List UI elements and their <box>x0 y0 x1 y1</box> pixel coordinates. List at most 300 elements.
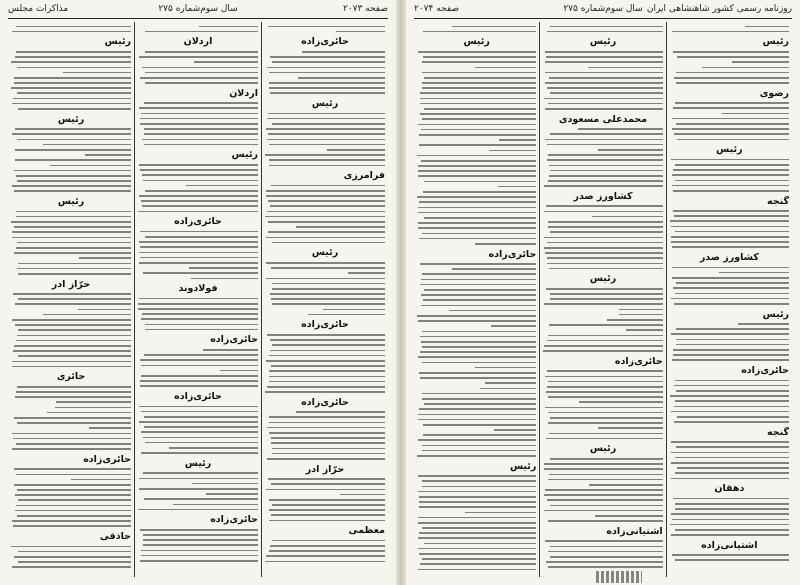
text-line <box>673 287 789 289</box>
text-line <box>15 159 131 161</box>
text-line <box>272 303 385 305</box>
text-line <box>421 160 536 162</box>
text-line <box>550 170 662 172</box>
text-line <box>140 169 258 171</box>
text-line <box>145 31 258 33</box>
text-line <box>674 77 789 79</box>
text-line <box>421 294 536 296</box>
speaker-heading: رئیس <box>231 149 258 161</box>
text-line <box>675 503 789 505</box>
text-line <box>139 241 258 243</box>
text-line <box>418 537 536 539</box>
text-line <box>475 67 536 69</box>
left-column-2 <box>134 22 261 577</box>
text-line <box>17 242 131 244</box>
text-line <box>272 61 385 63</box>
text-line <box>619 309 662 311</box>
text-line <box>12 231 131 233</box>
text-line <box>138 211 258 213</box>
text-line <box>269 87 385 89</box>
text-line <box>671 241 789 243</box>
speaker-heading: محمدعلی مسعودی <box>558 113 648 125</box>
text-line <box>268 478 385 480</box>
text-line <box>421 341 536 343</box>
text-line <box>144 426 258 428</box>
text-line <box>424 217 536 219</box>
text-line <box>145 324 258 326</box>
text-line <box>18 329 131 331</box>
text-line <box>16 51 131 53</box>
text-line <box>271 483 385 485</box>
text-line <box>545 72 662 74</box>
speaker-heading: گنجه <box>766 426 789 438</box>
right-page-number: صفحه ۲۰۷۴ <box>414 4 460 14</box>
text-line <box>16 340 131 342</box>
text-line <box>55 407 131 409</box>
text-line <box>17 180 131 182</box>
text-line <box>673 169 789 171</box>
text-line <box>675 529 789 531</box>
text-line <box>11 221 131 223</box>
text-line <box>548 479 662 481</box>
text-line <box>549 474 662 476</box>
text-line <box>671 441 789 443</box>
text-line <box>550 133 663 135</box>
text-line <box>18 298 131 300</box>
text-line <box>327 149 385 151</box>
text-line <box>11 61 131 63</box>
text-line <box>13 525 131 527</box>
text-line <box>598 427 663 429</box>
text-line <box>144 354 258 356</box>
text-line <box>719 272 789 274</box>
text-line <box>676 328 789 330</box>
text-line <box>676 123 789 125</box>
text-line <box>672 128 789 130</box>
text-line <box>270 205 385 207</box>
text-line <box>548 381 662 383</box>
text-line <box>143 539 258 541</box>
text-line <box>206 493 258 495</box>
text-line <box>671 411 789 413</box>
text-line <box>418 320 537 322</box>
text-line <box>545 489 663 491</box>
text-line <box>672 359 789 361</box>
text-line <box>417 315 536 317</box>
text-line <box>265 154 385 156</box>
text-line <box>546 288 663 290</box>
text-line <box>141 318 258 320</box>
text-line <box>138 509 258 511</box>
text-line <box>420 377 536 379</box>
text-line <box>418 165 537 167</box>
text-line <box>14 468 131 470</box>
text-line <box>452 268 537 270</box>
text-line <box>547 340 662 342</box>
text-line <box>17 422 131 424</box>
speaker-heading: رئیس <box>510 460 537 472</box>
text-line <box>18 108 131 110</box>
text-line <box>419 532 536 534</box>
text-line <box>15 149 131 151</box>
speaker-heading: حائری‌زاده <box>741 365 789 376</box>
text-line <box>595 515 663 517</box>
text-line <box>475 243 536 245</box>
text-line <box>145 51 258 53</box>
text-line <box>626 329 663 331</box>
text-line <box>547 31 662 33</box>
speaker-heading: آشتیانی‌زاده <box>701 539 758 551</box>
text-line <box>419 496 537 498</box>
text-line <box>545 376 663 378</box>
text-line <box>548 180 663 182</box>
text-line <box>269 509 385 511</box>
text-line <box>139 488 258 490</box>
text-line <box>674 421 789 423</box>
text-line <box>12 133 131 135</box>
text-line <box>270 56 385 58</box>
text-line <box>12 448 131 450</box>
text-line <box>548 520 663 522</box>
text-line <box>671 226 789 228</box>
text-line <box>673 107 789 109</box>
text-line <box>63 72 131 74</box>
text-line <box>419 501 537 503</box>
text-line <box>545 252 663 254</box>
speaker-heading: رئیس <box>104 36 131 48</box>
speaker-heading: حائری‌زاده <box>174 390 222 402</box>
speaker-heading: رئیس <box>589 443 617 455</box>
text-line <box>672 246 789 248</box>
text-line <box>422 87 536 89</box>
text-line <box>420 563 536 565</box>
text-line <box>142 67 258 69</box>
speaker-heading: رئیس <box>716 144 743 156</box>
text-line <box>271 514 385 516</box>
text-line <box>489 150 537 152</box>
text-line <box>12 361 131 363</box>
text-line <box>421 279 536 281</box>
text-line <box>673 349 789 351</box>
text-line <box>674 303 789 305</box>
text-line <box>266 278 385 280</box>
text-line <box>548 412 662 414</box>
left-page <box>0 0 396 585</box>
text-line <box>269 432 385 434</box>
speaker-heading: حائری‌زاده <box>210 514 258 526</box>
text-line <box>15 324 131 326</box>
speaker-heading: حائری‌زاده <box>174 216 222 228</box>
text-line <box>12 566 131 568</box>
text-line <box>671 478 789 480</box>
text-line <box>141 375 258 377</box>
text-line <box>674 133 789 135</box>
text-line <box>296 411 385 413</box>
text-line <box>420 263 537 265</box>
text-line <box>43 314 131 316</box>
speaker-heading: اردلان <box>229 87 258 99</box>
text-line <box>418 491 536 493</box>
left-page-columns <box>8 22 388 577</box>
text-line <box>139 107 258 109</box>
text-line <box>422 118 536 120</box>
text-line <box>47 412 131 414</box>
text-line <box>267 427 385 429</box>
text-line <box>143 180 258 182</box>
text-line <box>545 61 663 63</box>
text-line <box>50 165 131 167</box>
text-line <box>675 164 789 166</box>
text-line <box>550 298 662 300</box>
text-line <box>140 77 258 79</box>
text-line <box>677 467 789 469</box>
left-page-number: صفحه ۲۰۷۳ <box>342 4 388 14</box>
text-line <box>544 98 663 100</box>
binding-gutter <box>396 0 406 585</box>
text-line <box>269 82 385 84</box>
text-line <box>18 499 131 501</box>
text-line <box>672 174 789 176</box>
text-line <box>16 474 131 476</box>
text-line <box>144 144 258 146</box>
speaker-heading: حائری‌زاده <box>301 36 349 48</box>
text-line <box>550 417 662 419</box>
text-line <box>485 382 536 384</box>
text-line <box>673 354 789 356</box>
text-line <box>89 427 131 429</box>
text-line <box>674 215 789 217</box>
text-line <box>14 484 131 486</box>
text-line <box>139 421 258 423</box>
text-line <box>14 345 131 347</box>
text-line <box>465 512 536 514</box>
text-line <box>11 87 131 89</box>
text-line <box>672 185 789 187</box>
text-line <box>676 344 789 346</box>
text-line <box>671 236 789 238</box>
text-line <box>143 437 258 439</box>
text-line <box>671 534 789 536</box>
text-line <box>420 103 536 105</box>
text-line <box>269 144 385 146</box>
text-line <box>272 283 385 285</box>
text-line <box>143 534 258 536</box>
text-line <box>267 139 385 141</box>
text-line <box>18 551 131 553</box>
text-line <box>144 416 258 418</box>
text-line <box>269 376 385 378</box>
text-line <box>186 185 258 187</box>
speaker-heading: حرّاز ادر <box>305 463 345 475</box>
text-line <box>544 247 663 249</box>
text-line <box>12 319 131 321</box>
text-line <box>672 31 789 33</box>
text-line <box>674 406 789 408</box>
text-line <box>12 366 131 368</box>
text-line <box>138 303 258 305</box>
text-line <box>672 277 789 279</box>
text-line <box>268 231 385 233</box>
text-line <box>547 386 662 388</box>
page-stamp-mark <box>596 571 642 583</box>
text-line <box>592 216 662 218</box>
text-line <box>676 339 789 341</box>
text-line <box>547 159 663 161</box>
text-line <box>422 72 536 74</box>
text-line <box>270 92 385 94</box>
text-line <box>548 566 663 568</box>
text-line <box>15 396 131 398</box>
text-line <box>141 550 258 552</box>
text-line <box>16 505 131 507</box>
text-line <box>267 458 385 460</box>
speaker-heading: فرامرزی <box>343 170 385 182</box>
text-line <box>12 237 131 239</box>
left-page-header <box>8 3 388 19</box>
text-line <box>145 236 258 238</box>
text-line <box>548 335 662 337</box>
text-line <box>139 298 258 300</box>
text-line <box>269 72 385 74</box>
text-line <box>545 108 662 110</box>
text-line <box>14 170 131 172</box>
text-line <box>142 139 258 141</box>
text-line <box>480 388 537 390</box>
text-line <box>272 504 385 506</box>
text-line <box>670 220 789 222</box>
speaker-heading: رئیس <box>762 36 789 48</box>
text-line <box>619 314 663 316</box>
right-column-2 <box>539 22 665 577</box>
text-line <box>266 195 385 197</box>
text-line <box>418 475 537 477</box>
text-line <box>140 385 258 387</box>
text-line <box>422 346 536 348</box>
text-line <box>419 553 536 555</box>
text-line <box>16 216 131 218</box>
text-line <box>738 323 789 325</box>
text-line <box>139 195 258 197</box>
text-line <box>142 205 258 207</box>
speaker-heading: رئیس <box>184 457 212 469</box>
speaker-heading: رئیس <box>762 308 789 320</box>
text-line <box>271 442 385 444</box>
text-line <box>417 196 536 198</box>
text-line <box>15 510 131 512</box>
text-line <box>673 190 789 192</box>
text-line <box>671 462 789 464</box>
text-line <box>302 51 385 53</box>
speaker-heading: حائری‌زاده <box>83 453 131 465</box>
text-line <box>270 350 385 352</box>
text-line <box>268 133 385 135</box>
text-line <box>16 26 131 28</box>
speaker-heading: رئیس <box>589 36 617 48</box>
text-line <box>145 190 258 192</box>
text-line <box>78 309 131 311</box>
text-line <box>673 498 789 500</box>
speaker-heading: رئیس <box>463 36 490 48</box>
left-page-issue: سال سوم‌شماره ۲۷۵ <box>158 4 238 14</box>
text-line <box>340 494 385 496</box>
text-line <box>272 540 385 542</box>
text-line <box>140 123 258 125</box>
text-line <box>546 561 662 563</box>
text-line <box>422 362 536 364</box>
text-line <box>422 450 536 452</box>
text-line <box>267 334 385 336</box>
text-line <box>271 267 385 269</box>
text-line <box>672 118 789 120</box>
text-line <box>140 231 258 233</box>
text-line <box>579 401 662 403</box>
speaker-heading: کشاورز صدر <box>573 190 633 202</box>
text-line <box>348 272 385 274</box>
text-line <box>676 72 789 74</box>
text-line <box>544 510 663 512</box>
text-line <box>14 77 131 79</box>
speaker-heading: رئیس <box>589 273 617 285</box>
speaker-heading: رضوی <box>759 87 789 99</box>
text-line <box>220 370 258 372</box>
text-line <box>547 242 662 244</box>
right-page-section-title: روزنامه رسمی کشور شاهنشاهی ایران <box>646 4 792 14</box>
text-line <box>144 498 258 500</box>
text-line <box>419 238 537 240</box>
text-line <box>267 67 385 69</box>
text-line <box>675 508 789 510</box>
text-line <box>418 227 537 229</box>
text-line <box>547 87 663 89</box>
text-line <box>422 558 536 560</box>
text-line <box>598 149 663 151</box>
text-line <box>418 569 536 571</box>
text-line <box>17 489 131 491</box>
text-line <box>16 391 131 393</box>
text-line <box>452 26 536 28</box>
text-line <box>13 350 131 352</box>
text-line <box>449 310 536 312</box>
text-line <box>578 128 663 130</box>
text-line <box>548 103 662 105</box>
text-line <box>271 437 385 439</box>
text-line <box>494 429 536 431</box>
text-line <box>270 293 385 295</box>
text-line <box>418 124 536 126</box>
text-line <box>550 505 663 507</box>
text-line <box>544 468 662 470</box>
text-line <box>675 293 789 295</box>
text-line <box>550 92 663 94</box>
left-column-1 <box>261 22 388 577</box>
text-line <box>677 139 789 141</box>
text-line <box>675 102 789 104</box>
text-line <box>588 67 662 69</box>
text-line <box>269 355 385 357</box>
text-line <box>548 396 663 398</box>
text-line <box>422 480 536 482</box>
text-line <box>421 305 537 307</box>
right-column-1 <box>666 22 792 577</box>
text-line <box>271 298 385 300</box>
speaker-heading: حائری‌زاده <box>301 319 349 331</box>
text-line <box>475 367 536 369</box>
text-line <box>418 51 537 53</box>
text-line <box>548 551 662 553</box>
text-line <box>265 216 385 218</box>
text-line <box>140 257 258 259</box>
speaker-heading: دهقان <box>714 483 745 495</box>
